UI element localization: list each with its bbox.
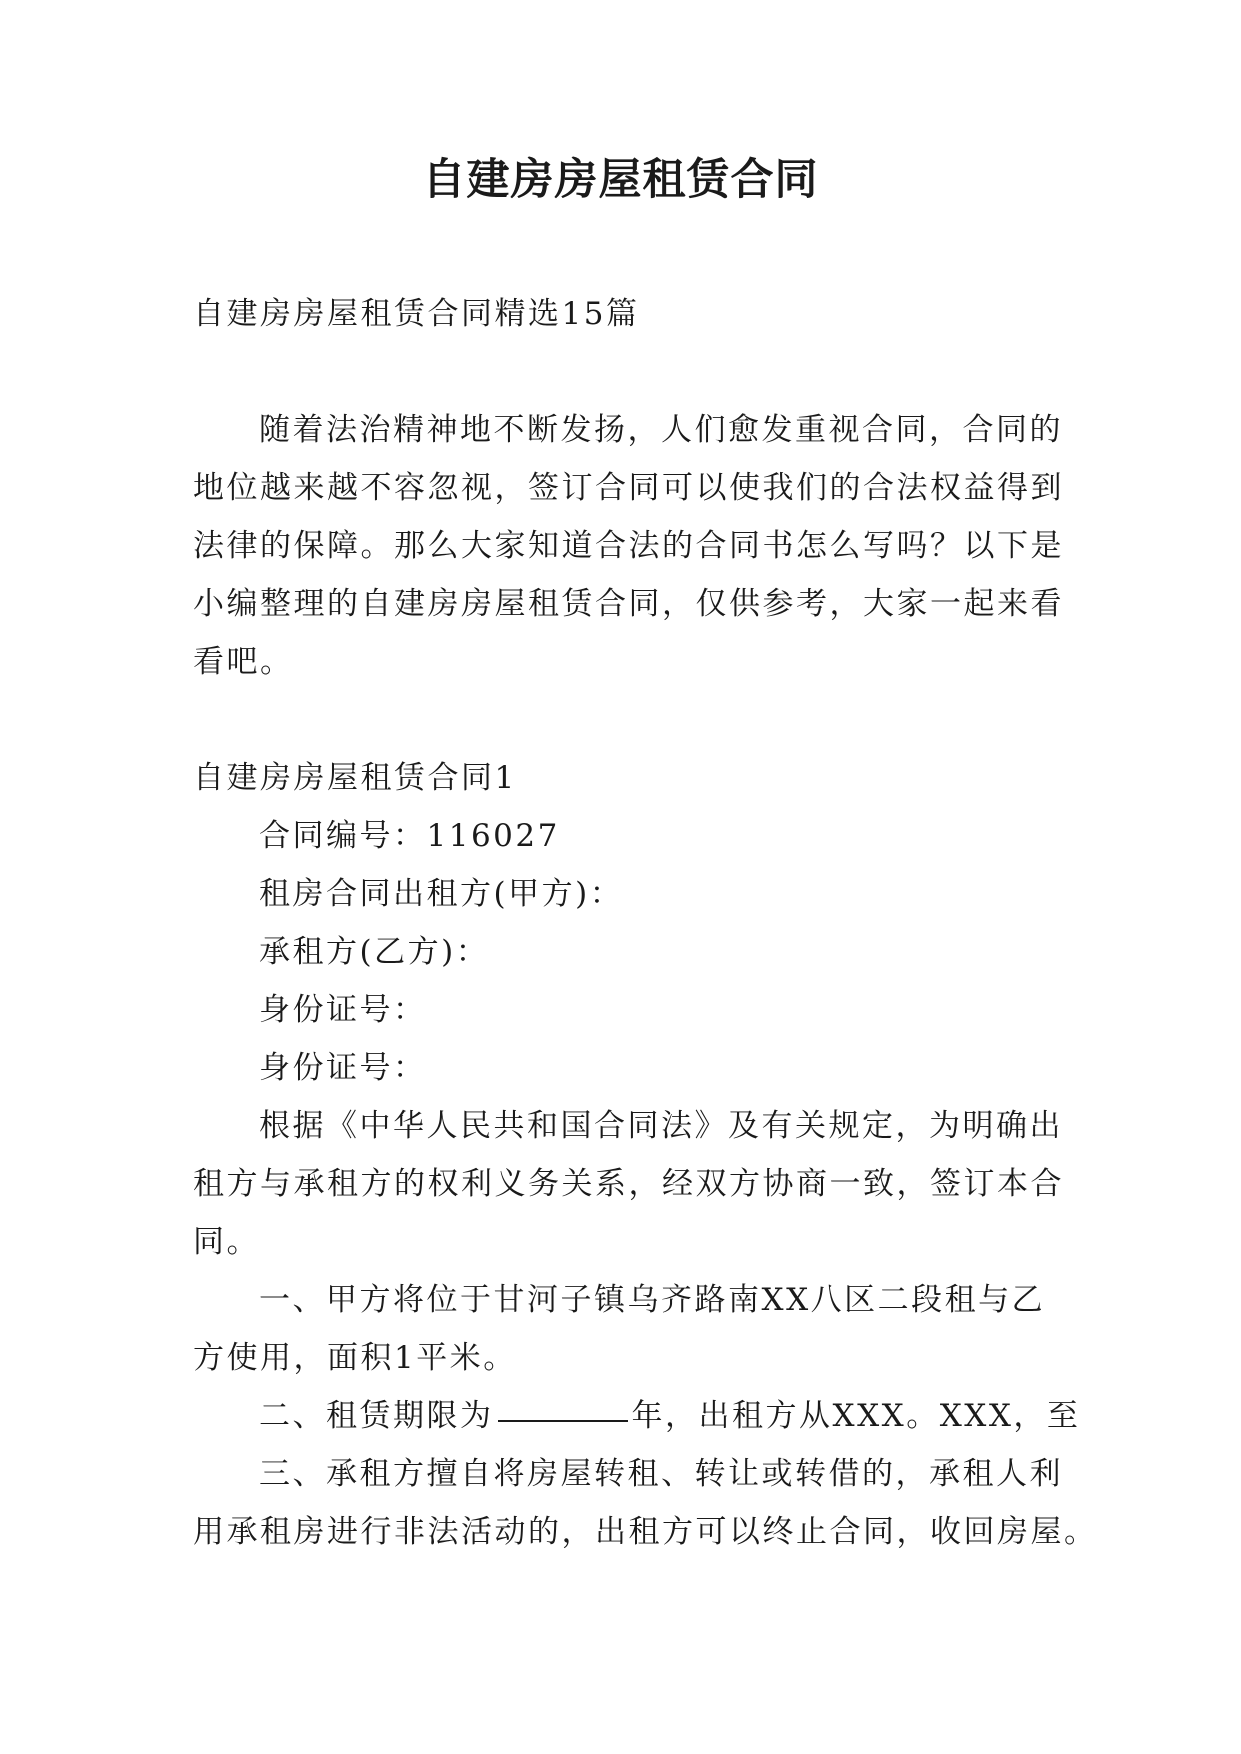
clause-2-prefix: 二、租赁期限为 bbox=[259, 1398, 494, 1434]
clause-1-line: 方使用，面积1平米。 bbox=[193, 1340, 517, 1376]
basis-paragraph bbox=[193, 1097, 1063, 1271]
clause-3-line: 用承租房进行非法活动的，出租方可以终止合同，收回房屋。 bbox=[193, 1514, 1098, 1550]
lessee-field: 承租方(乙方)： bbox=[259, 934, 490, 970]
document-subtitle: 自建房房屋租赁合同精选15篇 bbox=[193, 296, 640, 332]
id-number-field: 身份证号： bbox=[259, 1050, 427, 1086]
basis-line: 同。 bbox=[193, 1224, 260, 1260]
fill-in-blank bbox=[498, 1420, 628, 1422]
basis-line: 根据《中华人民共和国合同法》及有关规定，为明确出 bbox=[259, 1108, 1063, 1144]
clause-2-suffix: 年，出租方从XXX。XXX，至 bbox=[631, 1398, 1081, 1434]
lessor-field: 租房合同出租方(甲方)： bbox=[259, 876, 624, 912]
intro-paragraph bbox=[193, 401, 1063, 691]
intro-line: 地位越来越不容忽视，签订合同可以使我们的合法权益得到 bbox=[193, 470, 1064, 506]
clause-3-line: 三、承租方擅自将房屋转租、转让或转借的，承租人利 bbox=[259, 1456, 1063, 1492]
document-title: 自建房房屋租赁合同 bbox=[422, 155, 819, 205]
clause-1 bbox=[193, 1271, 1063, 1387]
basis-line: 租方与承租方的权利义务关系，经双方协商一致，签订本合 bbox=[193, 1166, 1064, 1202]
intro-line: 小编整理的自建房房屋租赁合同，仅供参考，大家一起来看 bbox=[193, 586, 1064, 622]
clause-2 bbox=[193, 1387, 1081, 1445]
contract-number: 合同编号：116027 bbox=[259, 818, 560, 854]
clause-3 bbox=[193, 1445, 1098, 1561]
intro-line: 法律的保障。那么大家知道合法的合同书怎么写吗？以下是 bbox=[193, 528, 1064, 564]
intro-line: 随着法治精神地不断发扬，人们愈发重视合同，合同的 bbox=[259, 412, 1063, 448]
section-heading: 自建房房屋租赁合同1 bbox=[193, 760, 517, 796]
document-body bbox=[193, 285, 1098, 1561]
intro-line: 看吧。 bbox=[193, 644, 294, 680]
id-number-field: 身份证号： bbox=[259, 992, 427, 1028]
clause-1-line: 一、甲方将位于甘河子镇乌齐路南XX八区二段租与乙 bbox=[259, 1282, 1046, 1318]
